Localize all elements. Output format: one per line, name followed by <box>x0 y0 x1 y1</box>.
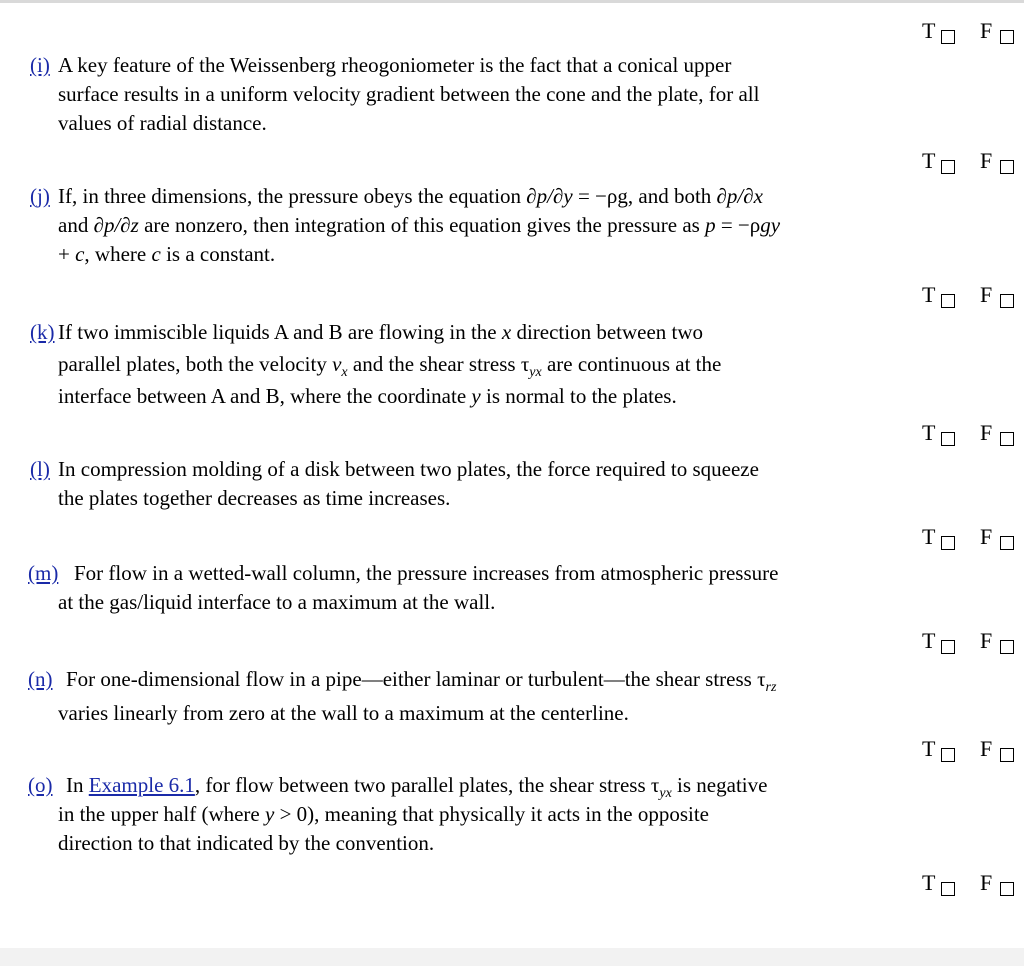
tf-choice-row <box>922 284 1022 314</box>
tf-choice-row <box>922 630 1022 660</box>
question-line: surface results in a uniform velocity gradient between the cone and the plate, for all <box>58 82 760 106</box>
question-line: If, in three dimensions, the pressure obeys the equation ∂p/∂y = −ρg, and both ∂p/∂x <box>58 184 763 208</box>
true-label: T <box>922 628 936 653</box>
question-k <box>30 316 918 412</box>
tf-choice-row <box>922 20 1022 50</box>
true-label: T <box>922 18 936 43</box>
false-checkbox[interactable] <box>1000 160 1014 174</box>
false-checkbox[interactable] <box>1000 536 1014 550</box>
question-l <box>30 455 918 513</box>
false-label: F <box>980 870 993 895</box>
false-checkbox[interactable] <box>1000 882 1014 896</box>
question-label[interactable]: (k) <box>30 320 55 344</box>
question-line: In Example 6.1, for flow between two parallel plates, the shear stress $\tau_{yx}$ is negative <box>66 773 768 801</box>
true-label: T <box>922 420 936 445</box>
true-checkbox[interactable] <box>941 294 955 308</box>
question-line: A key feature of the Weissenberg rheogoniometer is the fact that a conical upper <box>58 53 732 77</box>
false-checkbox[interactable] <box>1000 294 1014 308</box>
question-line: + c, where c is a constant. <box>58 242 276 266</box>
question-line: In compression molding of a disk between two plates, the force required to squeeze <box>58 457 759 481</box>
false-label: F <box>980 148 993 173</box>
true-checkbox[interactable] <box>941 160 955 174</box>
true-checkbox[interactable] <box>941 432 955 446</box>
true-label: T <box>922 870 936 895</box>
false-checkbox[interactable] <box>1000 748 1014 762</box>
question-label[interactable]: (m) <box>28 561 59 585</box>
question-line: For flow in a wetted-wall column, the pressure increases from atmospheric pressure <box>74 561 779 585</box>
false-label: F <box>980 736 993 761</box>
true-checkbox[interactable] <box>941 640 955 654</box>
tf-choice-row <box>922 150 1022 180</box>
false-checkbox[interactable] <box>1000 640 1014 654</box>
true-checkbox[interactable] <box>941 536 955 550</box>
question-line: in the upper half (where y > 0), meaning that physically it acts in the opposite <box>58 802 710 826</box>
question-label[interactable]: (o) <box>28 773 53 797</box>
true-label: T <box>922 524 936 549</box>
true-checkbox[interactable] <box>941 748 955 762</box>
tf-choice-row <box>922 738 1022 768</box>
question-line: at the gas/liquid interface to a maximum at the wall. <box>58 590 496 614</box>
question-label[interactable]: (j) <box>30 184 50 208</box>
question-line: and ∂p/∂z are nonzero, then integration of this equation gives the pressure as p = −ρgy <box>58 213 781 237</box>
tf-choice-row <box>922 872 1022 902</box>
question-line: direction to that indicated by the convention. <box>58 831 435 855</box>
question-m <box>28 559 918 617</box>
question-line: For one-dimensional flow in a pipe—either laminar or turbulent—the shear stress $\tau_{rz}$ <box>66 667 777 695</box>
true-checkbox[interactable] <box>941 30 955 44</box>
false-label: F <box>980 420 993 445</box>
false-label: F <box>980 524 993 549</box>
true-label: T <box>922 148 936 173</box>
question-line: If two immiscible liquids A and B are flowing in the x direction between two <box>58 320 704 344</box>
question-i <box>30 51 918 138</box>
tf-choice-row <box>922 526 1022 556</box>
question-line: interface between A and B, where the coordinate y is normal to the plates. <box>58 384 677 408</box>
question-line: values of radial distance. <box>58 111 267 135</box>
question-line: varies linearly from zero at the wall to a maximum at the centerline. <box>58 701 629 725</box>
question-label[interactable]: (n) <box>28 667 53 691</box>
tf-choice-row <box>922 422 1022 452</box>
question-line: parallel plates, both the velocity $v_x$ and the shear stress $\tau_{yx}$ are continuous at the <box>58 352 722 380</box>
question-n <box>28 662 918 730</box>
example-link[interactable]: Example 6.1 <box>88 773 195 797</box>
true-label: T <box>922 736 936 761</box>
false-checkbox[interactable] <box>1000 30 1014 44</box>
true-label: T <box>922 282 936 307</box>
question-o <box>28 771 918 858</box>
true-checkbox[interactable] <box>941 882 955 896</box>
question-label[interactable]: (l) <box>30 457 50 481</box>
false-checkbox[interactable] <box>1000 432 1014 446</box>
false-label: F <box>980 628 993 653</box>
top-divider <box>0 0 1024 3</box>
bottom-band <box>0 948 1024 966</box>
false-label: F <box>980 282 993 307</box>
question-line: the plates together decreases as time increases. <box>58 486 451 510</box>
question-label[interactable]: (i) <box>30 53 50 77</box>
question-j <box>30 182 918 269</box>
false-label: F <box>980 18 993 43</box>
